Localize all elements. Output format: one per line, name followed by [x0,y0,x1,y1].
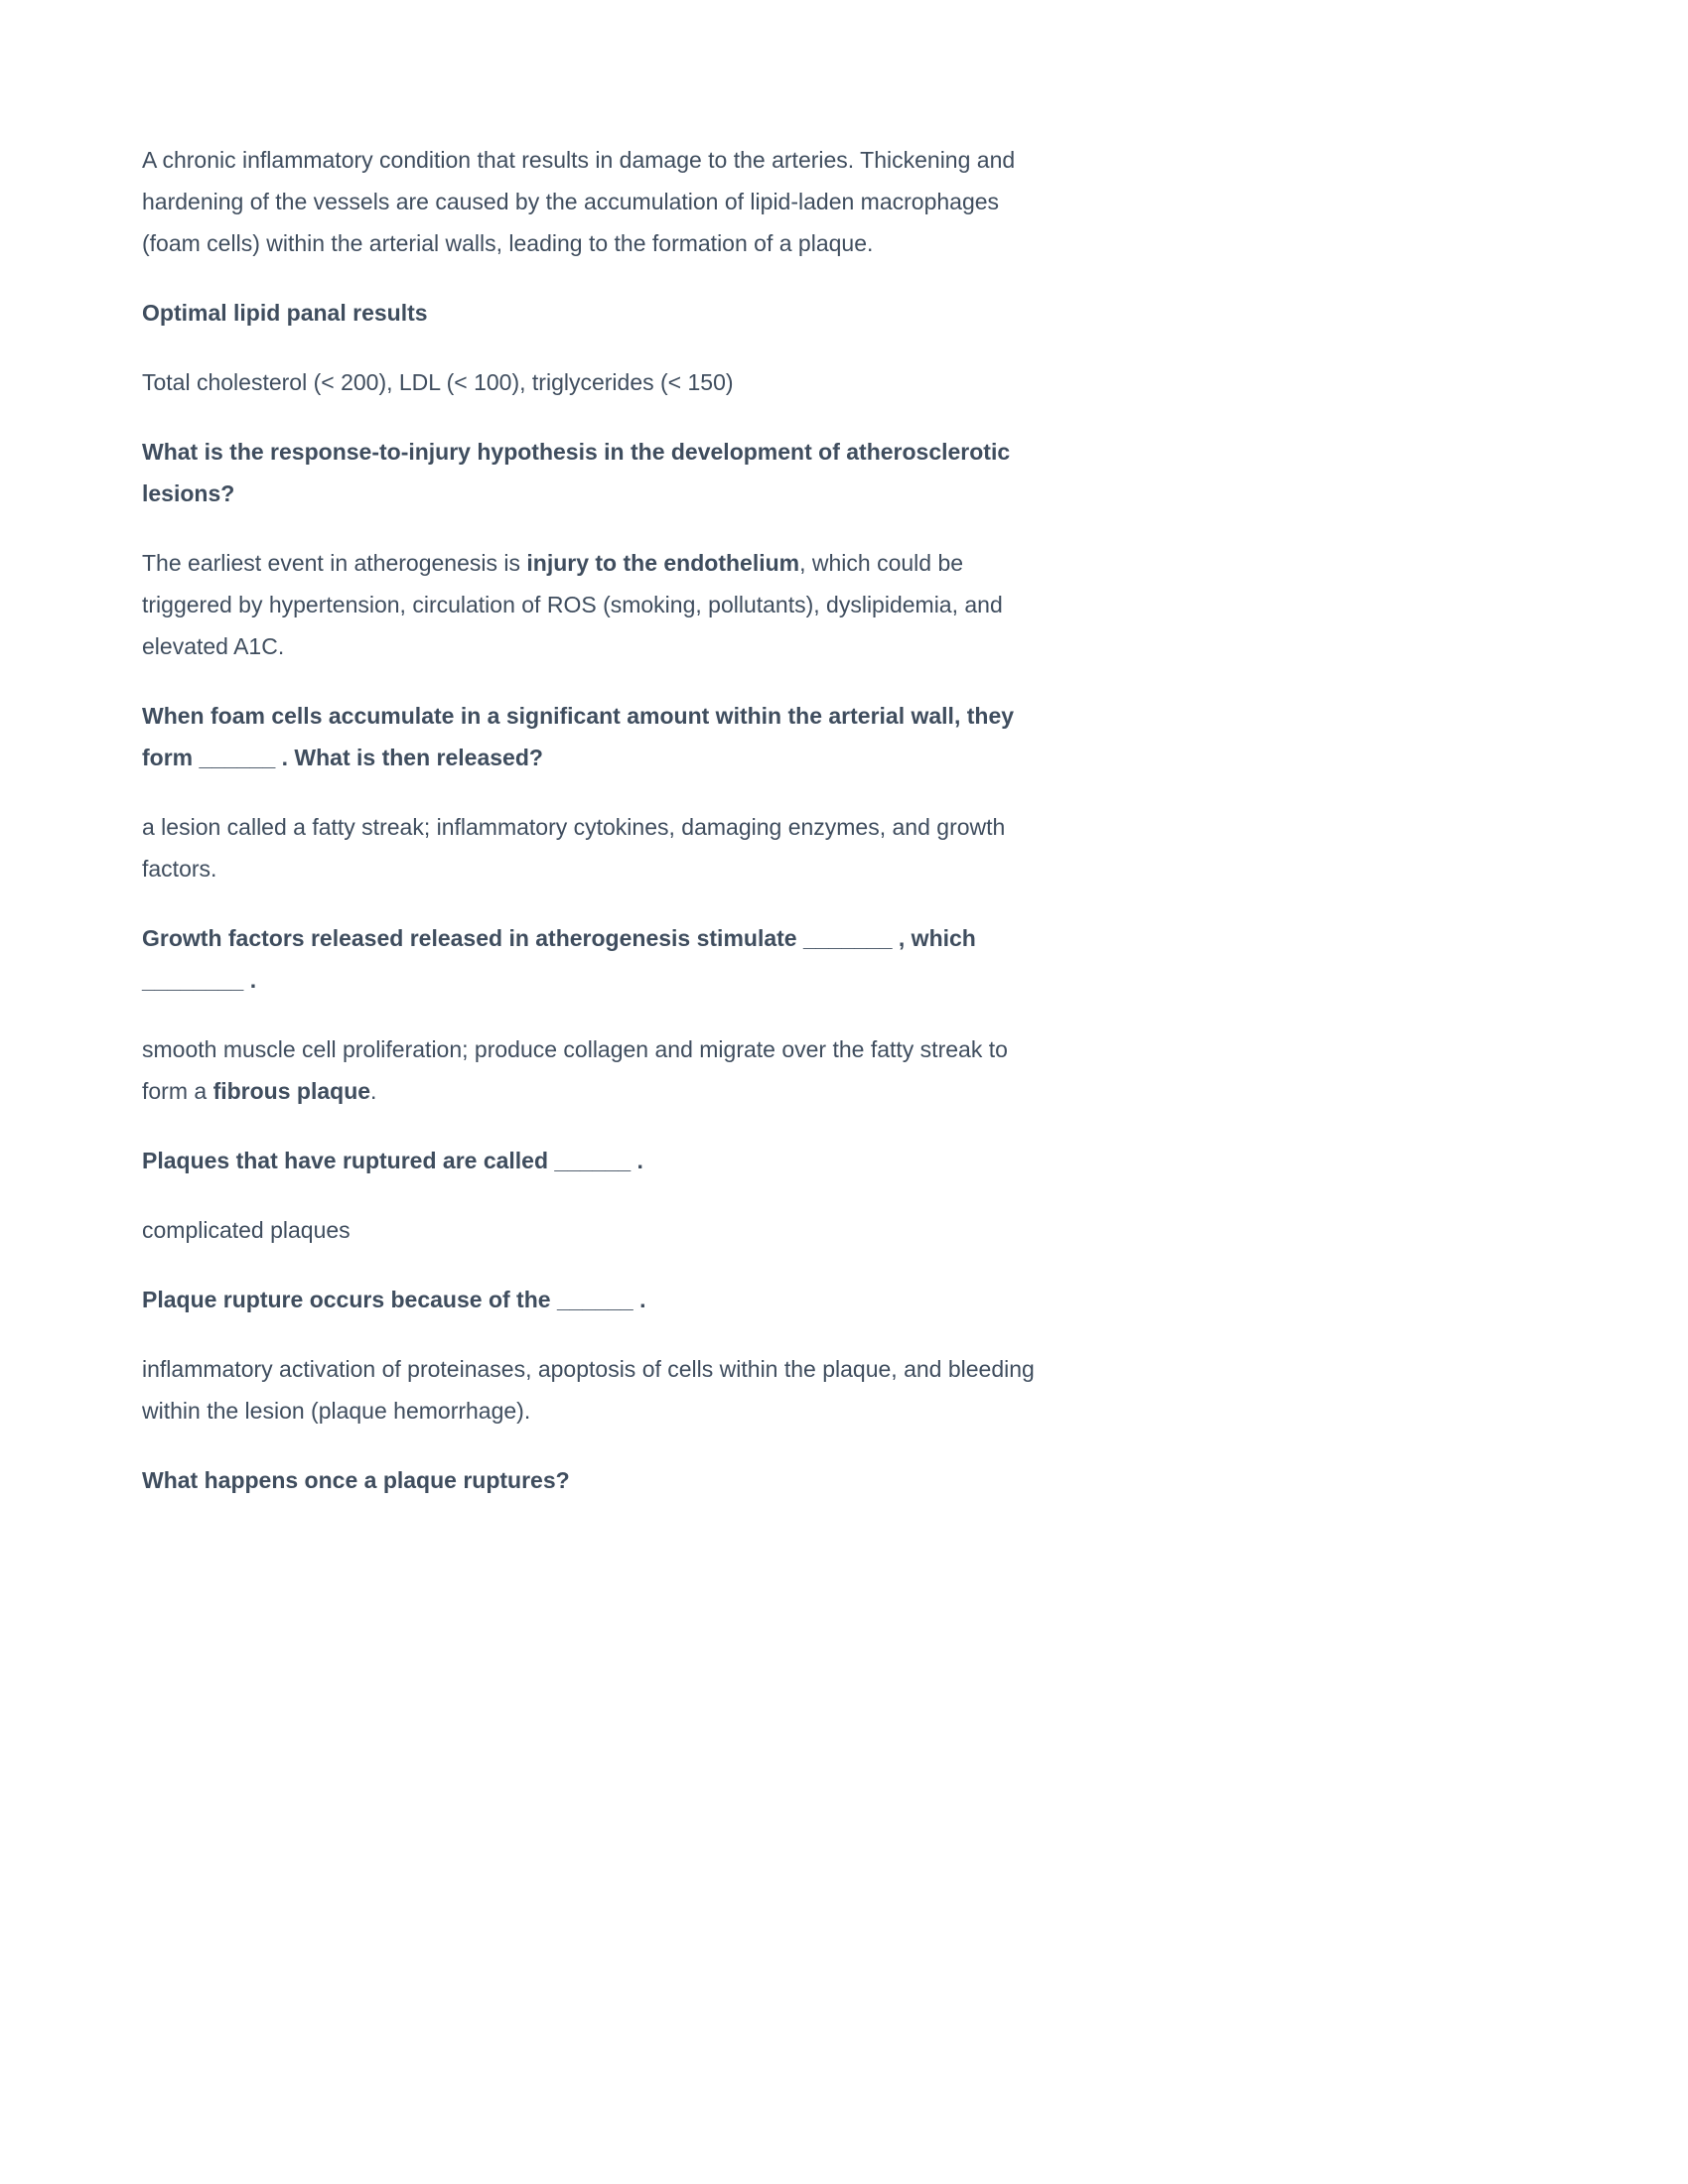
question-text [142,695,1051,778]
text-run: inflammatory activation of proteinases, apoptosis of cells within the plaque, and bleeding within the lesion (plaque hemorrhage). [142,1356,1035,1424]
bold-text-run: Growth factors released released in atherogenesis stimulate _______ , which ________ . [142,925,976,993]
text-run: . [370,1078,377,1104]
text-run: A chronic inflammatory condition that results in damage to the arteries. Thickening and hardening of the vessels are caused by the accumulation of lipid-laden macrophages (foam cells) within the arterial walls, leading to the formation of a plaque. [142,147,1016,256]
answer-text [142,806,1051,889]
question-text [142,1140,1051,1181]
bold-text-run: What is the response-to-injury hypothesis in the development of atherosclerotic lesions? [142,439,1011,506]
answer-text [142,542,1051,667]
text-run: a lesion called a fatty streak; inflammatory cytokines, damaging enzymes, and growth factors. [142,814,1006,882]
answer-text [142,1028,1051,1112]
question-text [142,292,1051,334]
question-text [142,917,1051,1001]
text-run: The earliest event in atherogenesis is [142,550,527,576]
text-run: complicated plaques [142,1217,351,1243]
answer-text [142,1348,1051,1432]
bold-text-run: Plaque rupture occurs because of the ______ . [142,1287,646,1312]
text-run: smooth muscle cell proliferation; produce collagen and migrate over the fatty streak to form a [142,1036,1008,1104]
bold-text-run: injury to the endothelium [526,550,800,576]
question-text [142,1459,1051,1501]
bold-text-run: Optimal lipid panal results [142,300,428,326]
bold-text-run: fibrous plaque [212,1078,371,1104]
text-run: Total cholesterol (< 200), LDL (< 100), triglycerides (< 150) [142,369,734,395]
bold-text-run: Plaques that have ruptured are called ______ . [142,1148,643,1173]
answer-text [142,361,1051,403]
document-content [142,139,1051,1501]
answer-text [142,1209,1051,1251]
bold-text-run: What happens once a plaque ruptures? [142,1467,570,1493]
bold-text-run: When foam cells accumulate in a significant amount within the arterial wall, they form ______ . What is then released? [142,703,1015,770]
text-run: , which could be triggered by hypertension, circulation of ROS (smoking, pollutants), dyslipidemia, and elevated A1C. [142,550,1003,659]
answer-text [142,139,1051,264]
question-text [142,431,1051,514]
question-text [142,1279,1051,1320]
